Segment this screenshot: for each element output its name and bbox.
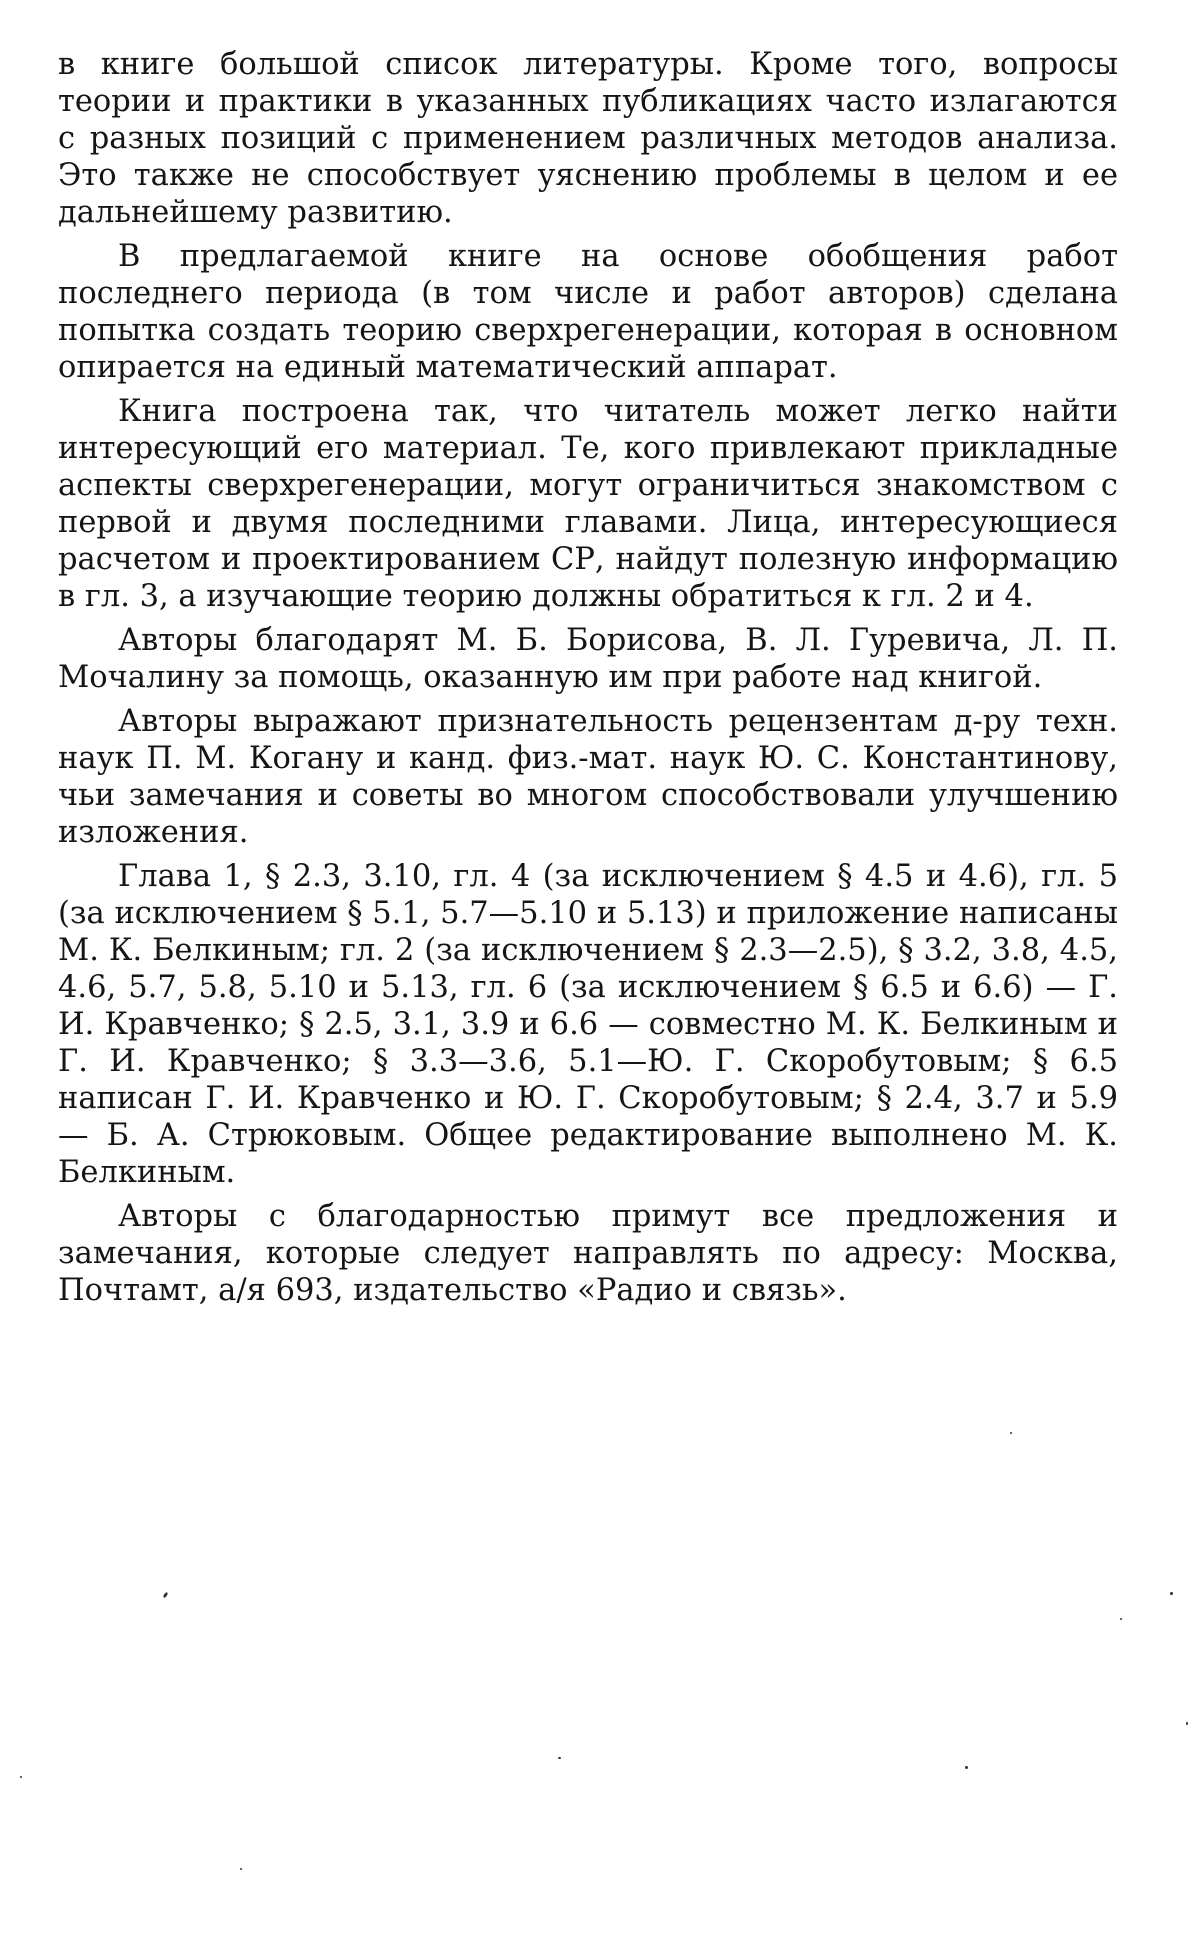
scan-speck: [240, 1868, 242, 1870]
scan-speck: [1186, 1722, 1188, 1725]
scan-speck: [20, 1776, 22, 1778]
scan-speck: [558, 1757, 561, 1759]
scan-speck: [1170, 1592, 1173, 1595]
paragraph-literature: в книге большой список литературы. Кроме того, вопросы теории и практики в указанных публикациях часто излагаются с разных позиций с применением различных методов анализа. Это также не способствует уяснению проблемы в целом и ее дальнейшему развитию.: [58, 47, 1118, 230]
paragraph-acknowledgements: Авторы благодарят М. Б. Борисова, В. Л. Гуревича, Л. П. Мочалину за помощь, оказанную им при работе над книгой.: [58, 623, 1118, 695]
page-text: [58, 46, 1118, 1316]
paragraph-authorship: Глава 1, § 2.3, 3.10, гл. 4 (за исключением § 4.5 и 4.6), гл. 5 (за исключением § 5.1, 5.7—5.10 и 5.13) и приложение написаны М. К. Белкиным; гл. 2 (за исключением § 2.3—2.5), § 3.2, 3.8, 4.5, 4.6, 5.7, 5.8, 5.10 и 5.13, гл. 6 (за исключением § 6.5 и 6.6) — Г. И. Кравченко; § 2.5, 3.1, 3.9 и 6.6 — совместно М. К. Белкиным и Г. И. Кравченко; § 3.3—3.6, 5.1—Ю. Г. Скоробутовым; § 6.5 написан Г. И. Кравченко и Ю. Г. Скоробутовым; § 2.4, 3.7 и 5.9 — Б. А. Стрюковым. Общее редактирование выполнено М. К. Белкиным.: [58, 859, 1118, 1190]
scan-speck: [1120, 1618, 1122, 1620]
paragraph-reviewers: Авторы выражают признательность рецензентам д-ру техн. наук П. М. Когану и канд. физ.-мат. наук Ю. С. Константинову, чьи замечания и советы во многом способствовали улучшению изложения.: [58, 704, 1118, 850]
scan-speck: [1010, 1432, 1012, 1434]
scan-speck: [163, 1592, 169, 1599]
paragraph-contact-address: Авторы с благодарностью примут все предложения и замечания, которые следует направлять по адресу: Москва, Почтамт, а/я 693, издательство «Радио и связь».: [58, 1199, 1118, 1308]
paragraph-book-structure: Книга построена так, что читатель может легко найти интересующий его материал. Те, кого привлекают прикладные аспекты сверхрегенерации, могут ограничиться знакомством с первой и двумя последними главами. Лица, интересующиеся расчетом и проектированием СР, найдут полезную информацию в гл. 3, а изучающие теорию должны обратиться к гл. 2 и 4.: [58, 394, 1118, 614]
paragraph-book-goal: В предлагаемой книге на основе обобщения работ последнего периода (в том числе и работ авторов) сделана попытка создать теорию сверхрегенерации, которая в основном опирается на единый математический аппарат.: [58, 239, 1118, 385]
scan-speck: [965, 1766, 968, 1769]
